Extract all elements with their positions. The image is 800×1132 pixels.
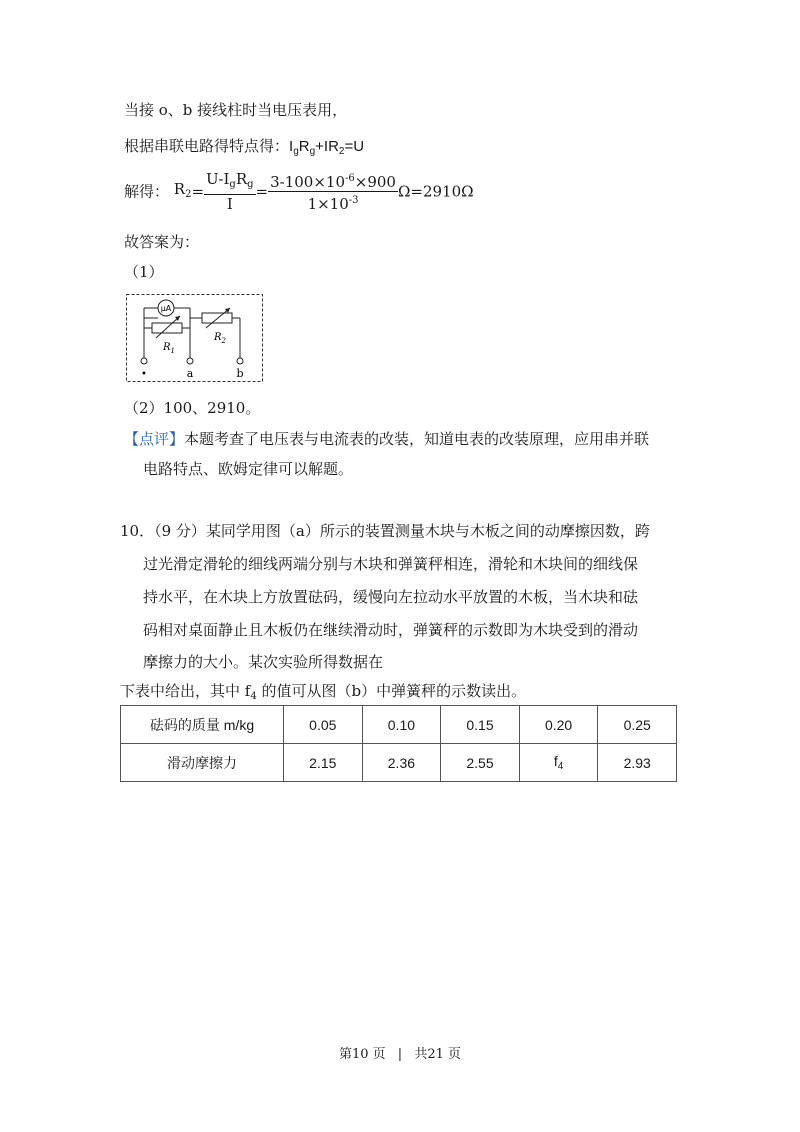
terminal-o-icon: [141, 358, 147, 364]
frac1-num-a: U-I: [206, 170, 230, 188]
formula-eq: =U: [344, 138, 365, 155]
frac2-num-exp: -6: [345, 173, 355, 184]
q10-last-prefix: 下表中给出，其中 f: [120, 682, 251, 700]
q10-last-suffix: 的值可从图（b）中弹簧秤的示数读出。: [256, 682, 527, 700]
r2-label: [213, 332, 227, 345]
frac1-num-mid: R: [235, 170, 248, 188]
table-cell: 2.55: [441, 744, 520, 782]
q10-line-2: 过光滑定滑轮的细线两端分别与木块和弹簧秤相连，滑轮和木块间的细线保: [143, 555, 639, 573]
q10-line-3: 持水平，在木块上方放置砝码，缓慢向左拉动水平放置的木板，当木块和砝: [143, 588, 639, 606]
comment-line-1: [124, 429, 649, 449]
q10-line-4: 码相对桌面静止且木板仍在继续滑动时，弹簧秤的示数即为木块受到的滑动: [143, 621, 639, 639]
frac2-num-b: ×900: [354, 173, 396, 191]
comment-text-1: 本题考查了电压表与电流表的改装，知道电表的改装原理，应用串并联: [184, 430, 650, 448]
meter-label: μA: [160, 304, 172, 313]
formula-r: R: [298, 138, 310, 155]
solution-equation: [124, 170, 474, 213]
f4-letter: f: [553, 753, 558, 769]
table-row-mass: [121, 706, 677, 744]
formula-rest: +IR: [315, 138, 339, 155]
r1-sub: 1: [170, 347, 175, 355]
terminal-b-label: b: [236, 367, 244, 380]
frac2-den-a: 1×10: [307, 195, 349, 213]
series-prefix: 根据串联电路得特点得：: [124, 137, 290, 155]
formula-g: g: [293, 146, 299, 157]
q10-line-1: 10．（9 分）某同学用图（a）所示的装置测量木块与木板之间的动摩擦因数，跨: [120, 522, 650, 540]
friction-data-table: [120, 705, 677, 782]
page-footer: [0, 1043, 800, 1062]
solve-eq-2: =: [255, 182, 269, 201]
footer-page: 第10 页: [338, 1047, 386, 1062]
q10-line-6: [120, 681, 526, 707]
resistor-r2: [202, 313, 232, 323]
frac1-den: I: [226, 195, 233, 213]
f4-sub: 4: [557, 761, 564, 772]
table-cell: 0.25: [598, 706, 677, 744]
r1-letter: R: [163, 342, 171, 353]
frac2-den-exp: -3: [348, 195, 359, 206]
table-cell: 2.36: [362, 744, 441, 782]
table-cell-f4: [519, 744, 598, 782]
frac2-den: [268, 192, 398, 213]
part2-answer: （2）100、2910。: [124, 399, 261, 417]
terminal-a-label: a: [186, 367, 194, 380]
comment-line-2: 电路特点、欧姆定律可以解题。: [143, 460, 354, 478]
table-cell: 0.20: [519, 706, 598, 744]
formula-g2: g: [309, 146, 316, 157]
table-cell: 0.05: [284, 706, 363, 744]
r2-letter: R: [214, 332, 222, 343]
r2-sub: 2: [221, 337, 226, 345]
answer-label: 故答案为：: [124, 233, 200, 251]
table-row-friction: [121, 744, 677, 782]
q10-last-sub: 4: [250, 691, 257, 702]
fraction-symbolic: [204, 170, 255, 213]
frac1-num: [204, 170, 255, 195]
terminal-a-icon: [187, 358, 193, 364]
formula-two: 2: [338, 146, 345, 157]
solve-label: 解得：: [124, 182, 170, 201]
table-cell: 0.10: [362, 706, 441, 744]
solve-eq: =: [191, 182, 205, 201]
frac1-num-sub2: g: [247, 179, 254, 190]
frac2-num: [268, 170, 398, 192]
lhs-r: R: [173, 179, 186, 198]
fraction-numeric: [268, 170, 398, 213]
table-cell: 滑动摩擦力: [121, 744, 284, 782]
table-cell: 2.15: [284, 744, 363, 782]
r1-label: [162, 342, 175, 355]
table-cell: 砝码的质量 m/kg: [121, 706, 284, 744]
formula-i: I: [289, 138, 294, 155]
footer-separator: |: [397, 1047, 403, 1062]
part1-label: （1）: [124, 263, 164, 281]
lhs-sub: 2: [185, 188, 192, 200]
solve-lhs: [174, 180, 192, 198]
r2-arrowhead-icon: [225, 308, 230, 313]
solution-line-series: [124, 136, 364, 162]
table-cell: 2.93: [598, 744, 677, 782]
frac2-num-a: 3-100×10: [270, 173, 346, 191]
terminal-o-label: •: [141, 369, 147, 380]
table-cell: 0.15: [441, 706, 520, 744]
footer-total: 共21 页: [414, 1047, 462, 1062]
series-formula: [289, 138, 364, 155]
solve-result: Ω=2910Ω: [397, 182, 474, 201]
solution-line-voltmeter: 当接 o、b 接线柱时当电压表用，: [124, 101, 348, 119]
q10-line-5: 摩擦力的大小。某次实验所得数据在: [143, 653, 384, 671]
circuit-diagram: [126, 294, 263, 382]
frac1-num-sub1: g: [229, 179, 236, 190]
comment-tag: 【点评】: [124, 430, 185, 448]
terminal-b-icon: [237, 358, 243, 364]
